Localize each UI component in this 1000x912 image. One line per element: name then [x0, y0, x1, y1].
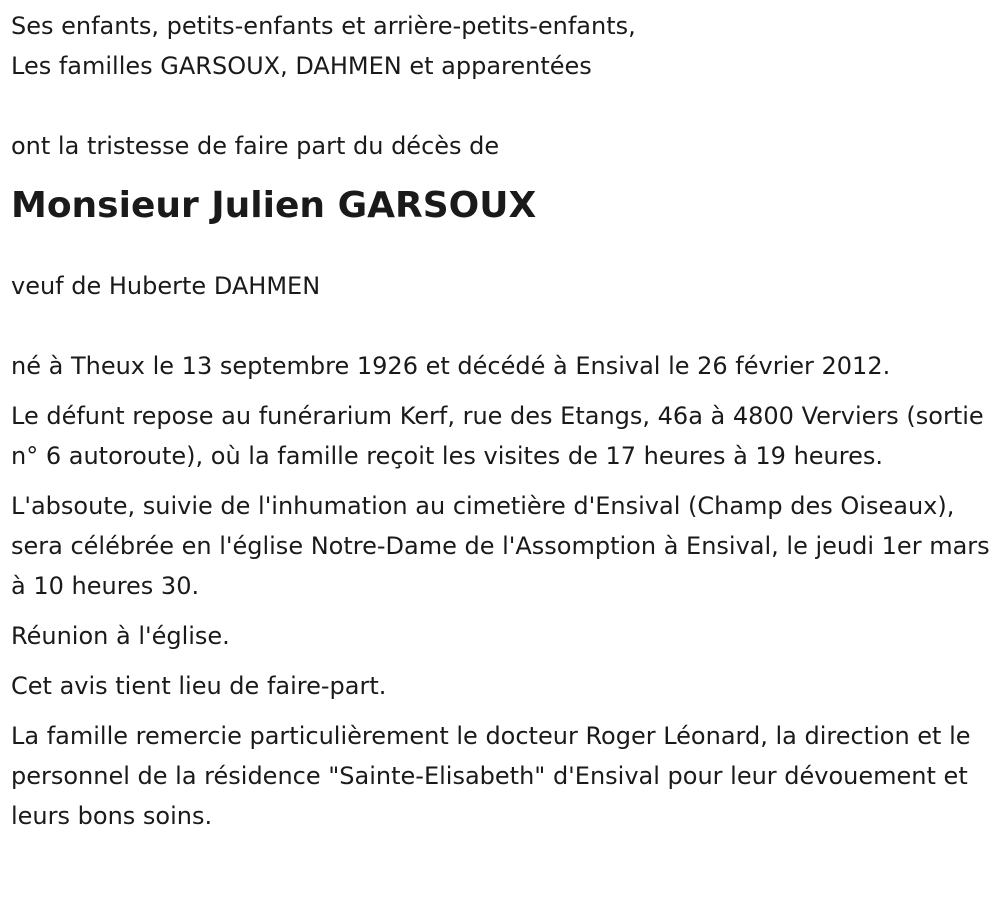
obituary-notice	[11, 6, 991, 836]
intro-line-children: Ses enfants, petits-enfants et arrière-petits-enfants,	[11, 12, 636, 40]
widow-line: veuf de Huberte DAHMEN	[11, 272, 321, 300]
funerarium-paragraph: Le défunt repose au funérarium Kerf, rue des Etangs, 46a à 4800 Verviers (sortie n° 6 autoroute), où la famille reçoit les visites de 17 heures à 19 heures.	[11, 402, 984, 470]
ceremony-paragraph: L'absoute, suivie de l'inhumation au cimetière d'Ensival (Champ des Oiseaux), sera célébrée en l'église Notre-Dame de l'Assomption à Ensival, le jeudi 1er mars à 10 heures 30.	[11, 492, 990, 600]
meeting-paragraph: Réunion à l'église.	[11, 622, 230, 650]
deceased-name: Monsieur Julien GARSOUX	[11, 185, 537, 226]
birth-death-paragraph: né à Theux le 13 septembre 1926 et décédé à Ensival le 26 février 2012.	[11, 352, 891, 380]
thanks-paragraph: La famille remercie particulièrement le docteur Roger Léonard, la direction et le personnel de la résidence "Sainte-Elisabeth" d'Ensival pour leur dévouement et leurs bons soins.	[11, 722, 971, 830]
intro-line-families: Les familles GARSOUX, DAHMEN et apparentées	[11, 52, 592, 80]
announcement-line: ont la tristesse de faire part du décès de	[11, 132, 500, 160]
faire-part-paragraph: Cet avis tient lieu de faire-part.	[11, 672, 387, 700]
